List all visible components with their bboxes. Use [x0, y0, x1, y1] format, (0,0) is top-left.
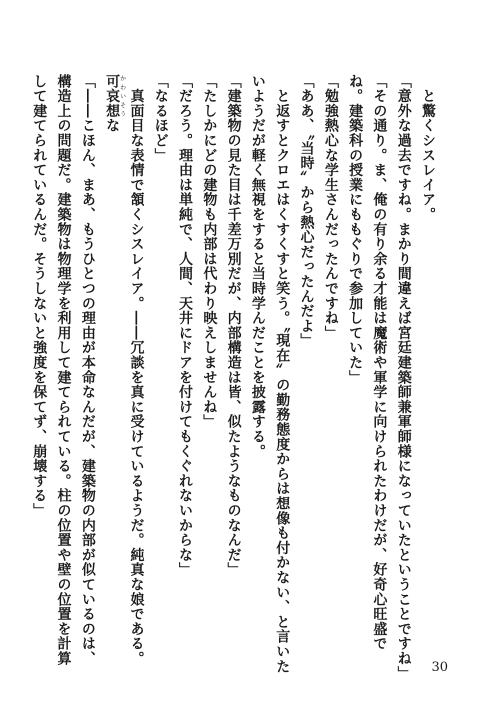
- text-segment: 真面目な表情で頷くシスレイア。――冗談を真に受けているようだ。純真な娘である。: [128, 74, 145, 666]
- ruby-word: [104, 74, 126, 119]
- ruby-base: 可哀想: [104, 74, 121, 119]
- text-line: 「なるほど」: [152, 74, 169, 163]
- text-line: と返すとクロエはくすくすと笑う。〝現在〟の勤務態度からは想像も付かない、と言いたいようだが軽く無視をすると当時学んだことを披露する。: [249, 74, 291, 674]
- text-line-with-ruby: [100, 74, 149, 674]
- text-segment: な: [104, 118, 121, 134]
- text-line: 「たしかにどの建物も内部は代わり映えしませんね」: [201, 74, 218, 430]
- text-line: 「――こほん、まあ、もうひとつの理由が本命なんだが、建築物の内部が似ているのは、構造上の問題だ。建築物は物理学を利用して建てられている。柱の位置や壁の位置を計算して建てられているんだ。そうしないと強度を保てず、崩壊する」: [31, 74, 96, 666]
- text-line: 「その通り。ま、俺の有り余る才能は魔術や軍学に向けられたわけだが、好奇心旺盛でね。建築科の授業にももぐりで参加していた」: [347, 74, 388, 652]
- text-line: 「建築物の見た目は千差万別だが、内部構造は皆、似たようなものなんだ」: [225, 74, 242, 578]
- text-line: 「勉強熱心な学生さんだったんですね」: [322, 74, 339, 341]
- text-line: 「意外な過去ですね。まかり間違えば宮廷建築師兼軍師様になっていたということですね」: [395, 74, 412, 681]
- text-line: 「ああ、〝当時〟から熱心だったんだよ」: [298, 74, 315, 349]
- text-line: と驚くシスレイア。: [420, 74, 436, 222]
- text-line: 「だろう。理由は単純で、人間、天井にドアを付けてもくぐれないからな」: [177, 74, 194, 578]
- ruby-reading: かわいそう: [118, 74, 126, 119]
- page-number: 30: [431, 660, 448, 675]
